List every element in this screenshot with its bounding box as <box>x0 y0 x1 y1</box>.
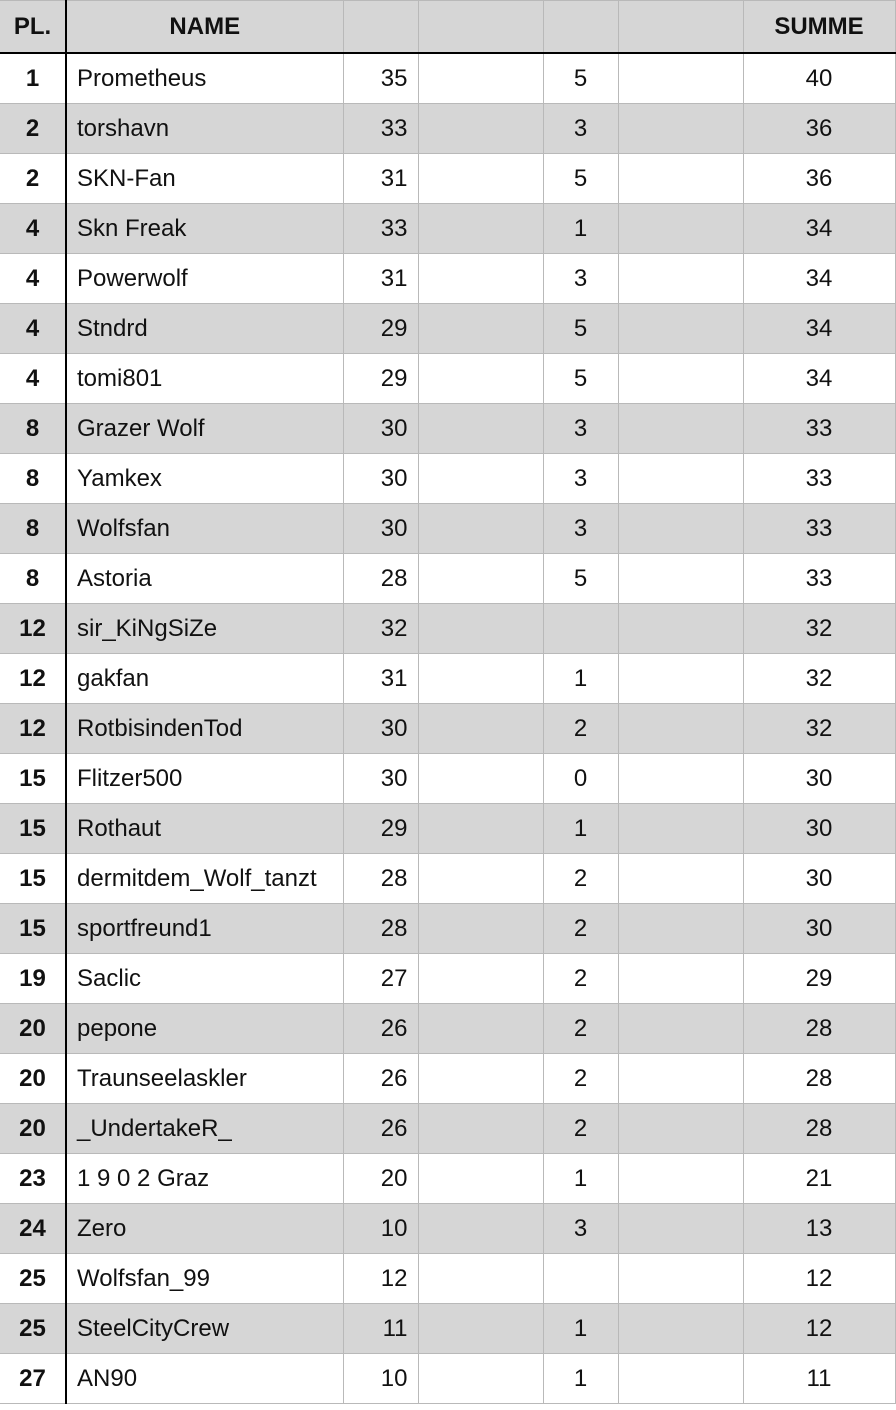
cell-name: SteelCityCrew <box>66 1304 343 1354</box>
cell-empty <box>418 854 543 904</box>
cell-empty <box>418 1254 543 1304</box>
cell-empty <box>618 554 743 604</box>
cell-empty <box>418 104 543 154</box>
cell-name: Stndrd <box>66 304 343 354</box>
cell-empty <box>418 1204 543 1254</box>
table-body <box>0 53 895 1404</box>
cell-empty <box>618 904 743 954</box>
cell-points-b: 2 <box>543 1054 618 1104</box>
cell-name: tomi801 <box>66 354 343 404</box>
table-row <box>0 1204 895 1254</box>
cell-empty <box>418 154 543 204</box>
cell-sum: 30 <box>743 904 895 954</box>
cell-points-b: 0 <box>543 754 618 804</box>
cell-empty <box>418 754 543 804</box>
cell-empty <box>418 654 543 704</box>
cell-name: Rothaut <box>66 804 343 854</box>
cell-name: RotbisindenTod <box>66 704 343 754</box>
cell-points-b: 1 <box>543 654 618 704</box>
cell-sum: 28 <box>743 1054 895 1104</box>
cell-points-a: 30 <box>343 754 418 804</box>
table-row <box>0 154 895 204</box>
table-row <box>0 1054 895 1104</box>
table-row <box>0 504 895 554</box>
cell-place: 27 <box>0 1354 66 1404</box>
table-row <box>0 104 895 154</box>
cell-name: SKN-Fan <box>66 154 343 204</box>
table-row <box>0 704 895 754</box>
cell-place: 8 <box>0 504 66 554</box>
header-row <box>0 1 895 54</box>
cell-empty <box>618 504 743 554</box>
cell-sum: 12 <box>743 1304 895 1354</box>
cell-empty <box>618 154 743 204</box>
cell-empty <box>618 1304 743 1354</box>
cell-name: Wolfsfan <box>66 504 343 554</box>
cell-place: 1 <box>0 53 66 104</box>
header-col5 <box>543 1 618 54</box>
table-row <box>0 954 895 1004</box>
header-place: PL. <box>0 1 66 54</box>
cell-place: 2 <box>0 154 66 204</box>
cell-empty <box>418 904 543 954</box>
cell-points-b: 1 <box>543 804 618 854</box>
cell-name: Traunseelaskler <box>66 1054 343 1104</box>
cell-name: AN90 <box>66 1354 343 1404</box>
cell-points-a: 11 <box>343 1304 418 1354</box>
cell-points-a: 30 <box>343 704 418 754</box>
cell-points-a: 31 <box>343 254 418 304</box>
cell-sum: 34 <box>743 304 895 354</box>
cell-name: Prometheus <box>66 53 343 104</box>
cell-points-a: 30 <box>343 504 418 554</box>
cell-sum: 40 <box>743 53 895 104</box>
cell-empty <box>618 1004 743 1054</box>
cell-points-b: 2 <box>543 1104 618 1154</box>
cell-points-b: 1 <box>543 1354 618 1404</box>
cell-points-b <box>543 1254 618 1304</box>
cell-empty <box>618 1254 743 1304</box>
cell-points-b: 5 <box>543 304 618 354</box>
cell-points-b: 5 <box>543 354 618 404</box>
cell-points-b: 3 <box>543 404 618 454</box>
cell-points-a: 26 <box>343 1104 418 1154</box>
cell-points-a: 31 <box>343 154 418 204</box>
cell-empty <box>418 354 543 404</box>
cell-place: 25 <box>0 1304 66 1354</box>
cell-points-a: 28 <box>343 854 418 904</box>
table-row <box>0 1154 895 1204</box>
cell-empty <box>418 554 543 604</box>
table-row <box>0 304 895 354</box>
cell-empty <box>618 654 743 704</box>
table-row <box>0 1354 895 1404</box>
cell-place: 25 <box>0 1254 66 1304</box>
cell-points-b: 5 <box>543 53 618 104</box>
cell-sum: 33 <box>743 404 895 454</box>
table-row <box>0 454 895 504</box>
cell-empty <box>618 954 743 1004</box>
cell-sum: 32 <box>743 604 895 654</box>
cell-empty <box>418 1004 543 1054</box>
table-row <box>0 53 895 104</box>
cell-points-a: 28 <box>343 904 418 954</box>
cell-points-a: 26 <box>343 1054 418 1104</box>
cell-points-b: 2 <box>543 854 618 904</box>
cell-points-a: 12 <box>343 1254 418 1304</box>
table-header <box>0 1 895 54</box>
cell-points-a: 30 <box>343 454 418 504</box>
cell-name: sportfreund1 <box>66 904 343 954</box>
cell-sum: 33 <box>743 454 895 504</box>
cell-place: 15 <box>0 804 66 854</box>
table-row <box>0 854 895 904</box>
header-col3 <box>343 1 418 54</box>
cell-points-b: 3 <box>543 504 618 554</box>
cell-points-b: 5 <box>543 154 618 204</box>
cell-place: 20 <box>0 1004 66 1054</box>
cell-sum: 34 <box>743 254 895 304</box>
cell-name: pepone <box>66 1004 343 1054</box>
cell-name: torshavn <box>66 104 343 154</box>
table-row <box>0 604 895 654</box>
table-row <box>0 1104 895 1154</box>
cell-place: 15 <box>0 904 66 954</box>
cell-place: 12 <box>0 604 66 654</box>
cell-sum: 28 <box>743 1004 895 1054</box>
table-row <box>0 1004 895 1054</box>
cell-points-b: 3 <box>543 1204 618 1254</box>
cell-empty <box>618 1204 743 1254</box>
cell-points-a: 29 <box>343 804 418 854</box>
cell-points-a: 10 <box>343 1204 418 1254</box>
cell-sum: 30 <box>743 854 895 904</box>
cell-empty <box>418 454 543 504</box>
cell-place: 23 <box>0 1154 66 1204</box>
cell-points-a: 30 <box>343 404 418 454</box>
cell-name: Grazer Wolf <box>66 404 343 454</box>
cell-points-a: 29 <box>343 304 418 354</box>
cell-points-b: 5 <box>543 554 618 604</box>
cell-points-a: 28 <box>343 554 418 604</box>
table-row <box>0 754 895 804</box>
cell-empty <box>618 454 743 504</box>
header-col4 <box>418 1 543 54</box>
cell-name: _UndertakeR_ <box>66 1104 343 1154</box>
cell-sum: 13 <box>743 1204 895 1254</box>
table-row <box>0 254 895 304</box>
cell-empty <box>418 1154 543 1204</box>
table-row <box>0 904 895 954</box>
cell-empty <box>618 254 743 304</box>
cell-place: 4 <box>0 304 66 354</box>
cell-empty <box>618 354 743 404</box>
cell-place: 12 <box>0 654 66 704</box>
cell-points-b: 1 <box>543 1154 618 1204</box>
header-name: NAME <box>66 1 343 54</box>
cell-empty <box>418 954 543 1004</box>
header-col6 <box>618 1 743 54</box>
cell-empty <box>618 704 743 754</box>
cell-sum: 33 <box>743 504 895 554</box>
cell-points-a: 27 <box>343 954 418 1004</box>
cell-empty <box>418 404 543 454</box>
cell-place: 8 <box>0 554 66 604</box>
table-row <box>0 804 895 854</box>
cell-empty <box>418 1054 543 1104</box>
cell-points-b <box>543 604 618 654</box>
cell-points-b: 3 <box>543 254 618 304</box>
cell-name: gakfan <box>66 654 343 704</box>
cell-points-a: 26 <box>343 1004 418 1054</box>
cell-place: 19 <box>0 954 66 1004</box>
cell-place: 12 <box>0 704 66 754</box>
cell-place: 20 <box>0 1054 66 1104</box>
cell-empty <box>618 604 743 654</box>
cell-points-a: 32 <box>343 604 418 654</box>
cell-empty <box>418 504 543 554</box>
cell-place: 15 <box>0 854 66 904</box>
cell-empty <box>618 204 743 254</box>
table-row <box>0 404 895 454</box>
cell-sum: 34 <box>743 204 895 254</box>
cell-name: Skn Freak <box>66 204 343 254</box>
cell-name: Powerwolf <box>66 254 343 304</box>
cell-points-b: 3 <box>543 104 618 154</box>
cell-points-a: 31 <box>343 654 418 704</box>
cell-place: 8 <box>0 454 66 504</box>
cell-name: Saclic <box>66 954 343 1004</box>
cell-place: 2 <box>0 104 66 154</box>
cell-name: Flitzer500 <box>66 754 343 804</box>
cell-sum: 33 <box>743 554 895 604</box>
cell-empty <box>618 304 743 354</box>
cell-place: 24 <box>0 1204 66 1254</box>
cell-points-b: 1 <box>543 204 618 254</box>
cell-points-b: 1 <box>543 1304 618 1354</box>
cell-sum: 32 <box>743 704 895 754</box>
cell-empty <box>418 204 543 254</box>
cell-sum: 12 <box>743 1254 895 1304</box>
cell-empty <box>418 53 543 104</box>
cell-sum: 11 <box>743 1354 895 1404</box>
cell-place: 4 <box>0 354 66 404</box>
cell-name: 1 9 0 2 Graz <box>66 1154 343 1204</box>
cell-empty <box>418 1304 543 1354</box>
cell-points-a: 33 <box>343 104 418 154</box>
table-row <box>0 1254 895 1304</box>
cell-empty <box>618 53 743 104</box>
cell-sum: 32 <box>743 654 895 704</box>
cell-sum: 30 <box>743 804 895 854</box>
cell-place: 15 <box>0 754 66 804</box>
cell-place: 8 <box>0 404 66 454</box>
cell-empty <box>418 254 543 304</box>
cell-place: 4 <box>0 254 66 304</box>
cell-place: 4 <box>0 204 66 254</box>
table-row <box>0 204 895 254</box>
cell-name: Zero <box>66 1204 343 1254</box>
cell-empty <box>618 754 743 804</box>
table-row <box>0 1304 895 1354</box>
cell-empty <box>618 1054 743 1104</box>
cell-empty <box>618 104 743 154</box>
cell-sum: 34 <box>743 354 895 404</box>
cell-sum: 36 <box>743 104 895 154</box>
cell-place: 20 <box>0 1104 66 1154</box>
cell-sum: 28 <box>743 1104 895 1154</box>
cell-empty <box>418 804 543 854</box>
cell-points-a: 10 <box>343 1354 418 1404</box>
cell-name: dermitdem_Wolf_tanzt <box>66 854 343 904</box>
header-sum: SUMME <box>743 1 895 54</box>
table-row <box>0 354 895 404</box>
cell-points-b: 3 <box>543 454 618 504</box>
cell-empty <box>618 1104 743 1154</box>
cell-points-a: 33 <box>343 204 418 254</box>
cell-empty <box>618 854 743 904</box>
cell-points-a: 29 <box>343 354 418 404</box>
cell-points-b: 2 <box>543 904 618 954</box>
cell-points-a: 35 <box>343 53 418 104</box>
cell-sum: 29 <box>743 954 895 1004</box>
cell-empty <box>618 1354 743 1404</box>
cell-name: sir_KiNgSiZe <box>66 604 343 654</box>
cell-points-b: 2 <box>543 954 618 1004</box>
cell-empty <box>418 304 543 354</box>
cell-name: Yamkex <box>66 454 343 504</box>
cell-empty <box>618 1154 743 1204</box>
cell-empty <box>418 704 543 754</box>
cell-empty <box>418 1104 543 1154</box>
table-row <box>0 554 895 604</box>
cell-empty <box>618 804 743 854</box>
cell-empty <box>418 604 543 654</box>
cell-empty <box>418 1354 543 1404</box>
cell-sum: 21 <box>743 1154 895 1204</box>
cell-name: Wolfsfan_99 <box>66 1254 343 1304</box>
cell-points-a: 20 <box>343 1154 418 1204</box>
cell-sum: 30 <box>743 754 895 804</box>
table-row <box>0 654 895 704</box>
cell-sum: 36 <box>743 154 895 204</box>
cell-points-b: 2 <box>543 1004 618 1054</box>
cell-points-b: 2 <box>543 704 618 754</box>
cell-name: Astoria <box>66 554 343 604</box>
cell-empty <box>618 404 743 454</box>
